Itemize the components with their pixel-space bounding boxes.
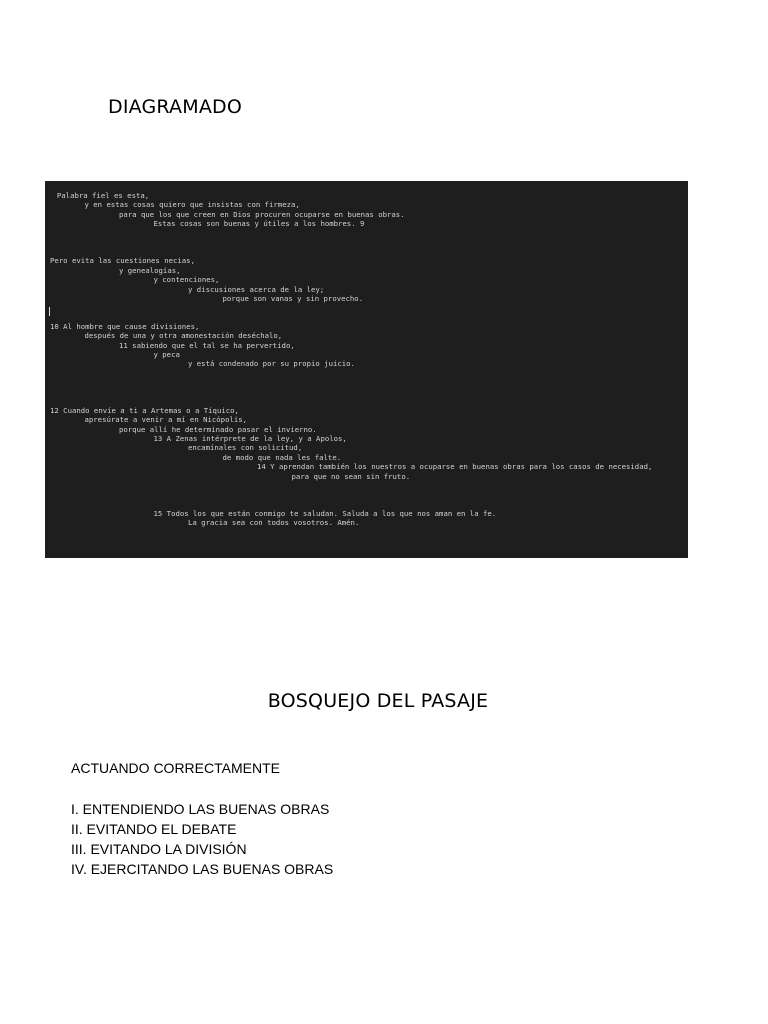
diagram-line: 10 Al hombre que cause divisiones, (50, 321, 200, 331)
diagram-line: Palabra fiel es esta, (56, 191, 150, 200)
diagram-line: para que los que creen en Dios procuren ocuparse en buenas obras. (119, 209, 405, 219)
diagram-line: 13 A Zenas intérprete de la ley, y a Apolos, (153, 434, 347, 444)
diagram-line: y en estas cosas quiero que insistas con firmeza, (84, 200, 300, 210)
outline-title: ACTUANDO CORRECTAMENTE (71, 760, 280, 776)
diagram-line: encamínales con solicitud, (188, 443, 303, 453)
diagram-line: porque allí he determinado pasar el invierno. (119, 424, 317, 434)
outline-item: IV. EJERCITANDO LAS BUENAS OBRAS (71, 861, 334, 877)
diagram-line: y está condenado por su propio juicio. (188, 359, 355, 369)
diagram-line: 15 Todos los que están conmigo te saludan. Saluda a los que nos aman en la fe. (153, 508, 497, 518)
diagram-code-panel (45, 181, 688, 558)
diagram-line: Pero evita las cuestiones necias, (50, 256, 195, 266)
diagram-line: 11 sabiendo que el tal se ha pervertido, (119, 340, 295, 350)
diagram-line: 12 Cuando envíe a ti a Artemas o a Tíquico, (50, 406, 239, 416)
diagram-line: y discusiones acerca de la ley; (188, 284, 325, 294)
text-cursor (49, 307, 50, 316)
outline-section (71, 760, 333, 879)
diagram-line: La gracia sea con todos vosotros. Amén. (188, 518, 360, 528)
heading-diagramado: DIAGRAMADO (108, 96, 243, 118)
diagram-line: porque son vanas y sin provecho. (222, 293, 364, 303)
diagram-line: y contenciones, (153, 275, 220, 285)
diagram-line: de modo que nada les falte. (222, 452, 342, 462)
outline-item: III. EVITANDO LA DIVISIÓN (71, 841, 247, 857)
diagram-line: para que no sean sin fruto. (291, 471, 411, 481)
diagram-line: 14 Y aprendan también los nuestros a ocuparse en buenas obras para los casos de necesidad, (257, 462, 653, 472)
diagram-line: Estas cosas son buenas y útiles a los hombres. 9 (153, 219, 365, 229)
outline-item: I. ENTENDIENDO LAS BUENAS OBRAS (71, 801, 330, 817)
diagram-line: apresúrate a venir a mí en Nicópolis, (84, 415, 248, 425)
outline-item: II. EVITANDO EL DEBATE (71, 821, 237, 837)
diagram-line: y genealogías, (119, 265, 181, 275)
heading-bosquejo: BOSQUEJO DEL PASAJE (267, 690, 489, 712)
diagram-line: después de una y otra amonestación deséchalo, (84, 331, 283, 341)
diagram-line: y peca (153, 349, 180, 359)
